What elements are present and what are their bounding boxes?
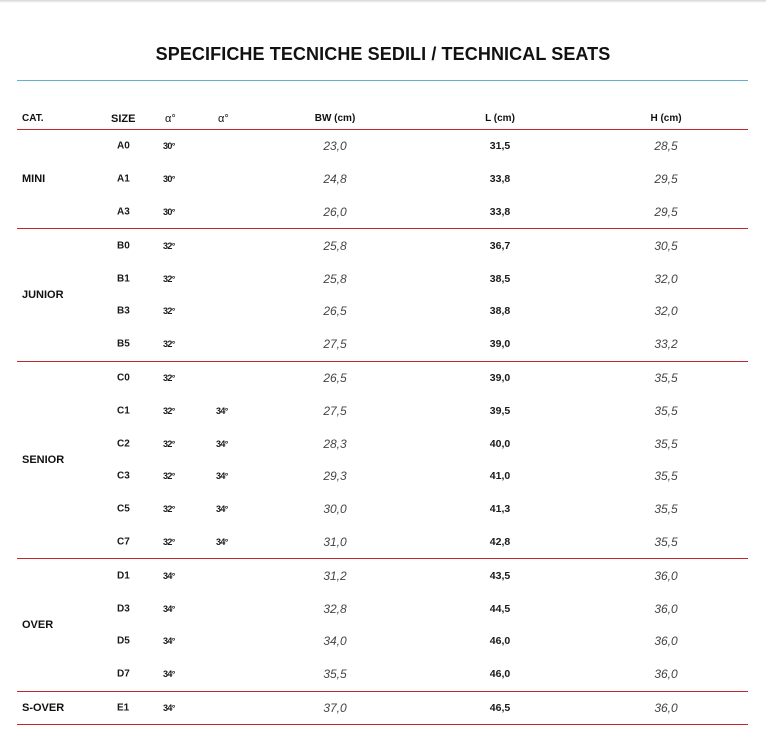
angle-1-cell: 32°: [163, 273, 175, 284]
angle-1-cell: 34°: [163, 603, 175, 614]
size-cell: D5: [117, 635, 130, 647]
table-row: D1 34° 31,2 43,5 36,0: [117, 568, 678, 583]
angle-1-cell: 34°: [163, 702, 175, 713]
table-row: A3 30° 26,0 33,8 29,5: [117, 204, 678, 219]
angle-1-cell: 32°: [163, 306, 175, 317]
angle-1-cell: 32°: [163, 438, 175, 449]
category-label: SENIOR: [22, 453, 65, 466]
angle-2-cell: 34°: [216, 438, 228, 449]
size-cell: D3: [117, 603, 130, 615]
angle-1-cell: 30°: [163, 174, 175, 185]
category-group: [17, 559, 748, 691]
angle-1-cell: 30°: [163, 141, 175, 152]
header-bw: BW (cm): [314, 113, 356, 124]
size-cell: C3: [117, 470, 130, 482]
table-row: D7 34° 35,5 46,0 36,0: [117, 667, 678, 682]
size-cell: D7: [117, 668, 130, 680]
table-row: C0 32° 26,5 39,0 35,5: [117, 370, 678, 385]
category-label: S-OVER: [22, 701, 65, 714]
category-label: MINI: [22, 173, 46, 186]
angle-1-cell: 32°: [163, 339, 175, 350]
table-row: C3 32° 34° 29,3 41,0 35,5: [117, 469, 678, 484]
header-l: L (cm): [485, 113, 515, 124]
angle-1-cell: 34°: [163, 636, 175, 647]
table-row: C1 32° 34° 27,5 39,5 35,5: [117, 403, 678, 418]
angle-1-cell: 34°: [163, 669, 175, 680]
header-angle-1: α°: [165, 113, 176, 125]
size-cell: B0: [117, 240, 130, 252]
size-cell: B5: [117, 338, 130, 350]
table-row: C5 32° 34° 30,0 41,3 35,5: [117, 502, 678, 517]
size-cell: A1: [117, 173, 130, 185]
header-angle-2: α°: [218, 113, 229, 125]
angle-2-cell: 34°: [216, 471, 228, 482]
angle-1-cell: 30°: [163, 206, 175, 217]
size-cell: C1: [117, 405, 130, 417]
table-row: C2 32° 34° 28,3 40,0 35,5: [117, 436, 678, 451]
size-cell: B1: [117, 273, 130, 285]
category-group: [17, 692, 748, 726]
category-group: [17, 229, 748, 361]
angle-1-cell: 32°: [163, 405, 175, 416]
page-title: SPECIFICHE TECNICHE SEDILI / TECHNICAL SEATS: [155, 44, 611, 64]
header-size: SIZE: [111, 113, 136, 125]
table-row: A0 30° 23,0 31,5 28,5: [117, 139, 678, 154]
category-group: [17, 362, 748, 560]
header-h: H (cm): [650, 113, 682, 124]
table-row: D3 34° 32,8 44,5 36,0: [117, 601, 678, 616]
table-row: B0 32° 25,8 36,7 30,5: [117, 238, 678, 253]
size-cell: B3: [117, 305, 130, 317]
angle-2-cell: 34°: [216, 536, 228, 547]
table-row: C7 32° 34° 31,0 42,8 35,5: [117, 534, 678, 549]
table-row: D5 34° 34,0 46,0 36,0: [117, 634, 678, 649]
title-divider: [17, 80, 748, 81]
specs-table: [17, 100, 748, 725]
angle-2-cell: 34°: [216, 405, 228, 416]
table-row: B1 32° 25,8 38,5 32,0: [117, 271, 678, 286]
size-cell: C5: [117, 503, 130, 515]
table-row: B3 32° 26,5 38,8 32,0: [117, 304, 678, 319]
angle-1-cell: 32°: [163, 504, 175, 515]
size-cell: A0: [117, 140, 130, 152]
category-label: JUNIOR: [22, 288, 64, 301]
angle-1-cell: 32°: [163, 471, 175, 482]
category-group: [17, 130, 748, 229]
size-cell: D1: [117, 570, 130, 582]
size-cell: A3: [117, 206, 130, 218]
table-body: [17, 130, 748, 725]
header-cat: CAT.: [22, 113, 44, 124]
angle-1-cell: 34°: [163, 570, 175, 581]
angle-1-cell: 32°: [163, 372, 175, 383]
angle-1-cell: 32°: [163, 240, 175, 251]
angle-1-cell: 32°: [163, 536, 175, 547]
angle-2-cell: 34°: [216, 504, 228, 515]
category-label: OVER: [22, 618, 54, 631]
size-cell: E1: [117, 702, 130, 714]
table-row: B5 32° 27,5 39,0 33,2: [117, 337, 678, 352]
table-header: [17, 100, 748, 130]
table-row: E1 34° 37,0 46,5 36,0: [117, 700, 678, 715]
size-cell: C0: [117, 372, 130, 384]
top-shadow: [0, 0, 766, 3]
size-cell: C7: [117, 536, 130, 548]
table-row: A1 30° 24,8 33,8 29,5: [117, 172, 678, 187]
size-cell: C2: [117, 438, 130, 450]
